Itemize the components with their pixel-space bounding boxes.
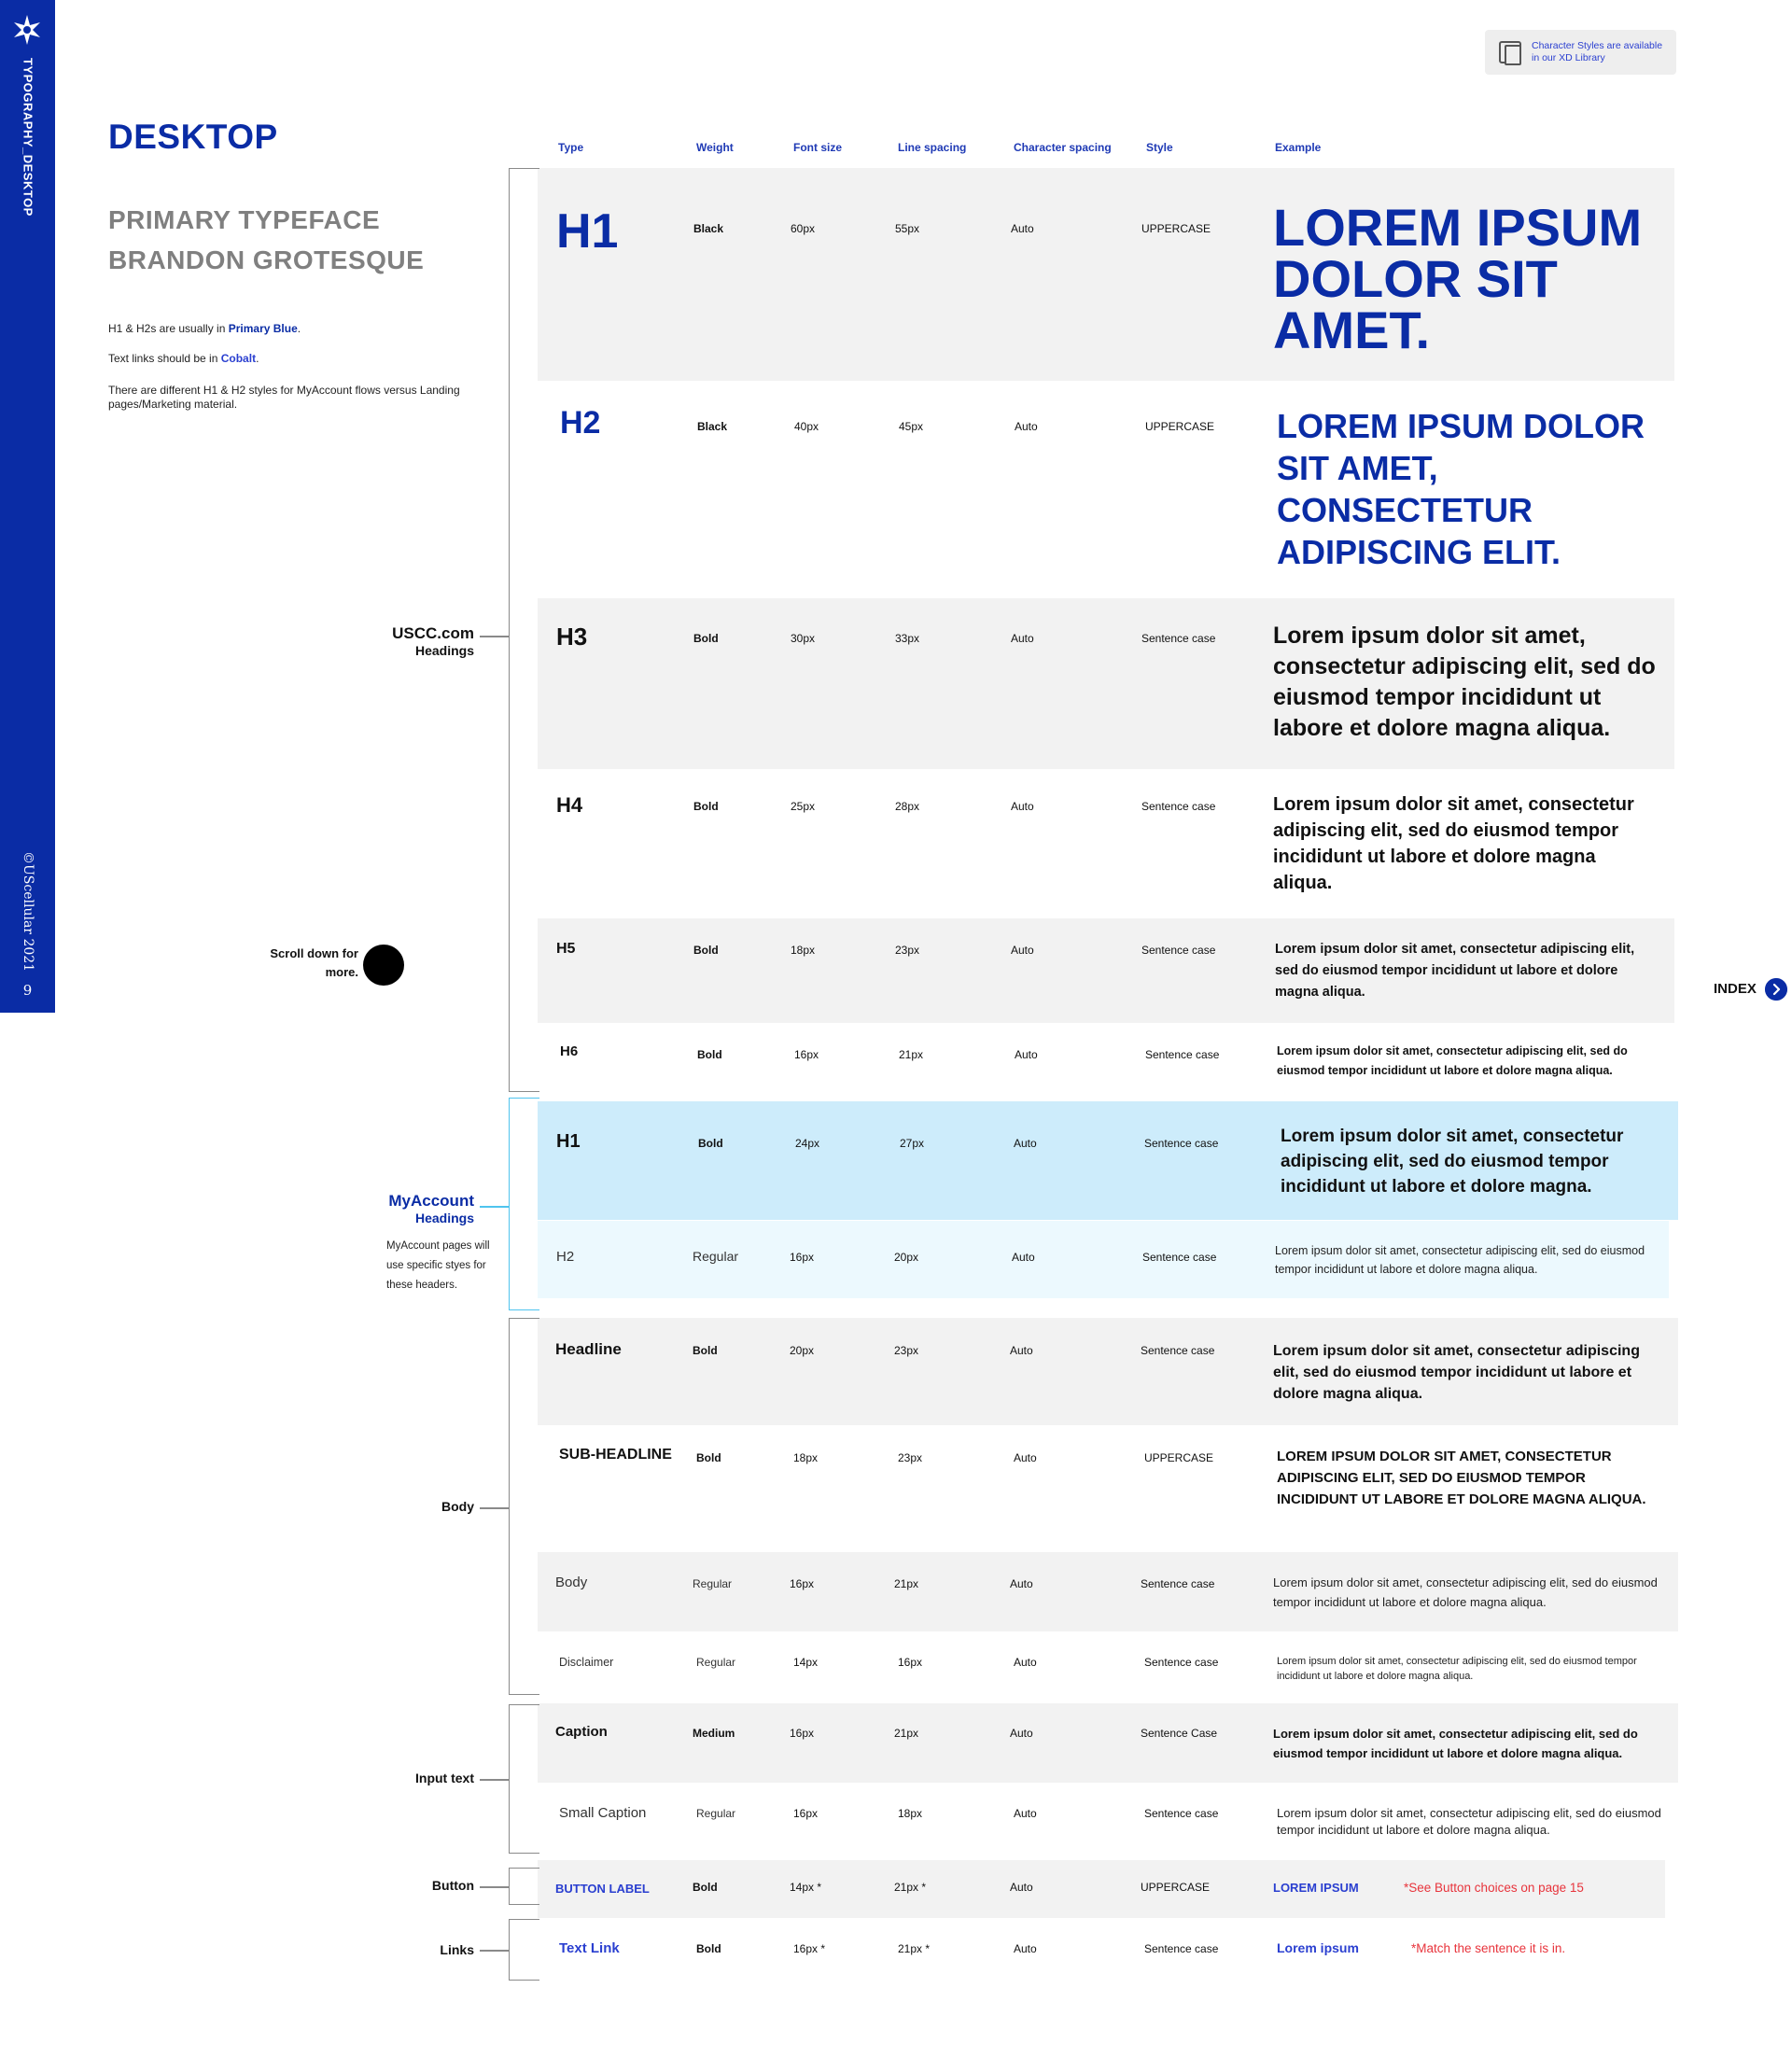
font-size-value: 16px (793, 1807, 819, 1820)
char-spacing-value: Auto (1014, 1451, 1037, 1464)
table-row (538, 1918, 1674, 1979)
weight-value: Regular (696, 1807, 736, 1820)
char-spacing-value: Auto (1014, 1137, 1037, 1150)
style-value: UPPERCASE (1144, 1451, 1214, 1464)
button-bracket (509, 1868, 539, 1905)
myaccount-bracket-tick (480, 1206, 509, 1208)
font-size-value: 16px * (793, 1942, 826, 1955)
xd-library-text: Character Styles are available in our XD Library (1532, 40, 1663, 63)
type-label: H2 (560, 405, 601, 441)
sidebar (0, 0, 55, 1013)
table-row (538, 1101, 1678, 1220)
line-spacing-value: 21px (894, 1727, 919, 1740)
type-label: Text Link (559, 1940, 620, 1956)
font-size-value: 24px (795, 1137, 820, 1150)
example-text: LOREM IPSUM DOLOR SIT AMET, CONSECTETUR ADIPISCING ELIT, SED DO EIUSMOD TEMPOR INCIDIDUNT UT LABORE ET DOLORE MAGNA ALIQUA. (1277, 1449, 1646, 1507)
font-size-value: 40px (794, 420, 819, 433)
typeface-line-2: BRANDON GROTESQUE (108, 245, 425, 274)
example-text: Lorem ipsum dolor sit amet, consectetur adipiscing elit, sed do eiusmod tempor incididunt ut labore et dolore magna aliqua. (1273, 1727, 1638, 1760)
note-styles: There are different H1 & H2 styles for MyAccount flows versus Landing pages/Marketing material. (108, 384, 460, 411)
input-text-bracket (509, 1704, 539, 1854)
sidebar-copyright: ©UScellular 2021 (21, 851, 35, 973)
button-bracket-tick (480, 1886, 509, 1888)
myaccount-headings-bracket (509, 1098, 539, 1310)
weight-value: Bold (696, 1942, 721, 1955)
button-note: *See Button choices on page 15 (1404, 1881, 1584, 1895)
char-spacing-value: Auto (1011, 632, 1034, 645)
style-value: Sentence case (1144, 1942, 1219, 1955)
font-size-value: 16px (790, 1577, 815, 1590)
table-row (538, 918, 1674, 1023)
example-text: LOREM IPSUM DOLOR SIT AMET, CONSECTETUR ADIPISCING ELIT. (1277, 407, 1645, 571)
uscc-bracket-tick (480, 636, 509, 637)
line-spacing-value: 45px (899, 420, 924, 433)
char-spacing-value: Auto (1014, 1807, 1037, 1820)
char-spacing-value: Auto (1010, 1344, 1033, 1357)
font-size-value: 30px (791, 632, 816, 645)
table-row (538, 598, 1674, 769)
links-group-label: Links (440, 1942, 474, 1957)
style-value: Sentence case (1141, 800, 1216, 813)
font-size-value: 16px (790, 1727, 815, 1740)
example-button-label[interactable]: LOREM IPSUM (1273, 1881, 1359, 1895)
myaccount-note: MyAccount pages will use specific styes for these headers. (386, 1240, 490, 1291)
note-primary-blue: H1 & H2s are usually in Primary Blue. (108, 322, 301, 335)
example-text-link[interactable]: Lorem ipsum (1277, 1940, 1359, 1955)
line-spacing-value: 16px (898, 1656, 923, 1669)
page-number: 9 (22, 982, 33, 999)
line-spacing-value: 23px (895, 944, 920, 957)
weight-value: Bold (693, 800, 719, 813)
font-size-value: 18px (791, 944, 816, 957)
column-header-line-spacing: Line spacing (898, 141, 967, 154)
type-label: Headline (555, 1340, 622, 1358)
table-row (538, 769, 1674, 918)
line-spacing-value: 33px (895, 632, 920, 645)
line-spacing-value: 18px (898, 1807, 923, 1820)
table-row (538, 1552, 1678, 1631)
style-value: Sentence case (1141, 1577, 1215, 1590)
line-spacing-value: 21px * (898, 1942, 931, 1955)
links-bracket (509, 1919, 539, 1981)
style-value: Sentence case (1142, 1251, 1217, 1264)
body-group-label: Body (441, 1499, 474, 1514)
table-row (538, 1631, 1674, 1703)
weight-value: Bold (693, 944, 719, 957)
char-spacing-value: Auto (1010, 1577, 1033, 1590)
line-spacing-value: 55px (895, 222, 920, 235)
char-spacing-value: Auto (1010, 1727, 1033, 1740)
font-size-value: 14px * (790, 1881, 822, 1894)
type-label: H1 (556, 1131, 581, 1152)
char-spacing-value: Auto (1014, 1942, 1037, 1955)
input-text-group-label: Input text (415, 1771, 474, 1785)
type-label: Disclaimer (559, 1656, 614, 1669)
uscc-headings-label: USCC.com Headings (392, 624, 474, 658)
line-spacing-value: 21px (894, 1577, 919, 1590)
body-bracket-tick (480, 1507, 509, 1509)
type-label: Small Caption (559, 1805, 647, 1821)
chevron-right-icon[interactable] (1765, 978, 1787, 1001)
example-text: Lorem ipsum dolor sit amet, consectetur adipiscing elit, sed do eiusmod tempor incididunt ut labore et dolore magna aliqua. (1273, 1343, 1640, 1402)
font-size-value: 16px (790, 1251, 815, 1264)
type-label: H2 (556, 1249, 575, 1265)
example-text: Lorem ipsum dolor sit amet, consectetur adipiscing elit, sed do eiusmod tempor incididunt ut labore et dolore magna aliqua. (1277, 1806, 1661, 1837)
char-spacing-value: Auto (1011, 800, 1034, 813)
table-row (538, 381, 1674, 597)
column-header-style: Style (1146, 141, 1173, 154)
line-spacing-value: 27px (900, 1137, 925, 1150)
type-label: H3 (556, 623, 588, 651)
style-value: Sentence case (1141, 632, 1216, 645)
table-row (538, 1221, 1669, 1298)
type-label: Caption (555, 1724, 608, 1740)
myaccount-headings-label: MyAccount Headings (388, 1192, 474, 1225)
line-spacing-value: 20px (894, 1251, 919, 1264)
uscellular-star-logo-icon (10, 13, 44, 47)
example-text: Lorem ipsum dolor sit amet, consectetur adipiscing elit, sed do eiusmod tempor incididunt ut labore et dolore magna aliqua. (1275, 1244, 1645, 1276)
style-value: UPPERCASE (1141, 222, 1211, 235)
example-text: Lorem ipsum dolor sit amet, consectetur adipiscing elit, sed do eiusmod tempor incididunt ut labore et dolore magna aliqua. (1275, 942, 1635, 1000)
scroll-dot-icon (363, 945, 404, 986)
table-row (538, 1783, 1674, 1860)
type-label: H1 (556, 204, 619, 259)
page-title: DESKTOP (108, 118, 278, 156)
uscc-headings-bracket (509, 168, 539, 1092)
index-link-label[interactable]: INDEX (1714, 981, 1757, 997)
note-cobalt: Text links should be in Cobalt. (108, 352, 259, 365)
library-icon (1498, 40, 1524, 66)
line-spacing-value: 21px * (894, 1881, 927, 1894)
link-note: *Match the sentence it is in. (1411, 1941, 1566, 1955)
weight-value: Bold (697, 1048, 722, 1061)
column-header-font-size: Font size (793, 141, 843, 154)
weight-value: Regular (696, 1656, 736, 1669)
table-row (538, 1425, 1674, 1552)
style-value: Sentence case (1144, 1137, 1219, 1150)
style-value: Sentence Case (1141, 1727, 1218, 1740)
type-label: H5 (556, 941, 576, 957)
weight-value: Regular (693, 1577, 733, 1590)
char-spacing-value: Auto (1011, 944, 1034, 957)
style-value: UPPERCASE (1141, 1881, 1211, 1894)
example-text: Lorem ipsum dolor sit amet, consectetur adipiscing elit, sed do eiusmod tempor incididunt ut labore et dolore magna aliqua. (1277, 1656, 1637, 1682)
sidebar-title: TYPOGRAPHY_DESKTOP (21, 58, 35, 217)
weight-value: Bold (693, 1881, 718, 1894)
example-text: LOREM IPSUM DOLOR SIT AMET. (1273, 198, 1643, 359)
line-spacing-value: 23px (894, 1344, 919, 1357)
line-spacing-value: 21px (899, 1048, 924, 1061)
type-label: SUB-HEADLINE (559, 1447, 672, 1463)
style-value: UPPERCASE (1145, 420, 1215, 433)
type-label: H6 (560, 1043, 579, 1059)
button-group-label: Button (431, 1878, 474, 1893)
font-size-value: 20px (790, 1344, 815, 1357)
line-spacing-value: 23px (898, 1451, 923, 1464)
column-header-weight: Weight (696, 141, 734, 154)
column-header-type: Type (558, 141, 584, 154)
style-value: Sentence case (1145, 1048, 1220, 1061)
type-label: Body (555, 1575, 588, 1590)
type-label: H4 (556, 793, 583, 817)
example-text: Lorem ipsum dolor sit amet, consectetur adipiscing elit, sed do eiusmod tempor incididunt ut labore et dolore magna aliqua. (1277, 1044, 1628, 1077)
font-size-value: 25px (791, 800, 816, 813)
font-size-value: 60px (791, 222, 816, 235)
style-value: Sentence case (1141, 1344, 1215, 1357)
weight-value: Black (693, 222, 724, 235)
table-row (538, 1318, 1678, 1425)
column-header-character-spacing: Character spacing (1014, 141, 1112, 154)
body-bracket (509, 1318, 539, 1695)
weight-value: Bold (698, 1137, 723, 1150)
typeface-line-1: PRIMARY TYPEFACE (108, 205, 381, 234)
font-size-value: 18px (793, 1451, 819, 1464)
line-spacing-value: 28px (895, 800, 920, 813)
char-spacing-value: Auto (1012, 1251, 1035, 1264)
example-text: Lorem ipsum dolor sit amet, consectetur adipiscing elit, sed do eiusmod tempor incididunt ut labore et dolore magna. (1281, 1127, 1624, 1197)
char-spacing-value: Auto (1014, 1656, 1037, 1669)
style-value: Sentence case (1144, 1807, 1219, 1820)
example-text: Lorem ipsum dolor sit amet, consectetur adipiscing elit, sed do eiusmod tempor incididunt ut labore et dolore magna aliqua. (1273, 794, 1634, 893)
font-size-value: 14px (793, 1656, 819, 1669)
weight-value: Medium (693, 1727, 735, 1740)
weight-value: Regular (693, 1249, 739, 1264)
style-value: Sentence case (1141, 944, 1216, 957)
xd-library-badge[interactable] (1485, 30, 1676, 75)
example-text: Lorem ipsum dolor sit amet, consectetur adipiscing elit, sed do eiusmod tempor incididunt ut labore et dolore magna aliqua. (1273, 623, 1656, 741)
input-bracket-tick (480, 1779, 509, 1781)
weight-value: Black (697, 420, 728, 433)
char-spacing-value: Auto (1011, 222, 1034, 235)
style-value: Sentence case (1144, 1656, 1219, 1669)
char-spacing-value: Auto (1015, 420, 1038, 433)
table-row (538, 168, 1674, 381)
weight-value: Bold (693, 632, 719, 645)
links-bracket-tick (480, 1950, 509, 1952)
table-row (538, 1860, 1665, 1918)
column-header-example: Example (1275, 141, 1322, 154)
weight-value: Bold (696, 1451, 721, 1464)
char-spacing-value: Auto (1015, 1048, 1038, 1061)
table-row (538, 1703, 1678, 1783)
weight-value: Bold (693, 1344, 718, 1357)
char-spacing-value: Auto (1010, 1881, 1033, 1894)
example-text: Lorem ipsum dolor sit amet, consectetur adipiscing elit, sed do eiusmod tempor incididunt ut labore et dolore magna aliqua. (1273, 1575, 1658, 1609)
scroll-hint: Scroll down for more. (270, 946, 358, 979)
table-row (538, 1023, 1674, 1099)
type-label: BUTTON LABEL (555, 1882, 650, 1896)
font-size-value: 16px (794, 1048, 819, 1061)
